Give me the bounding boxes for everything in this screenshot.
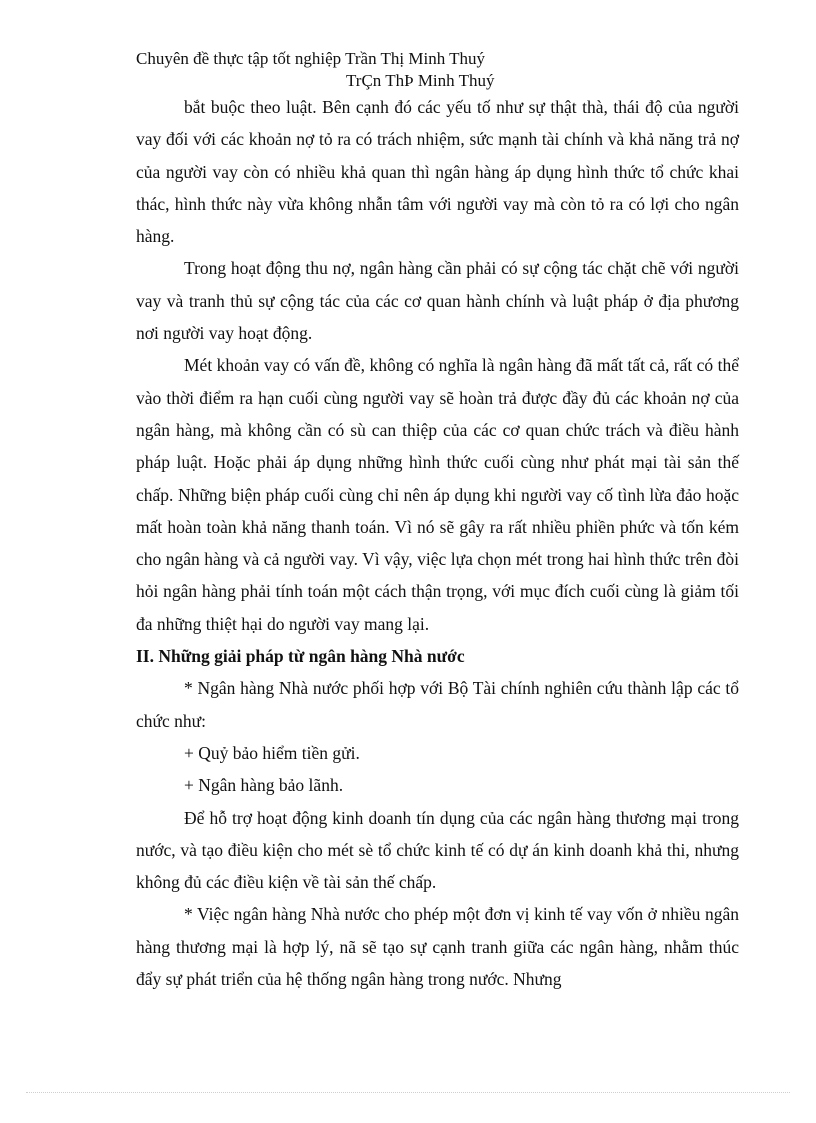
page-divider [26, 1092, 790, 1093]
running-header-author: TrÇn ThÞ Minh Thuý [346, 71, 495, 90]
paragraph-multi-bank-lending: * Việc ngân hàng Nhà nước cho phép một đơn vị kinh tế vay vốn ở nhiều ngân hàng thương mại là hợp lý, nã sẽ tạo sự cạnh tranh giữa các ngân hàng, nhằm thúc đẩy sự phát triển của hệ thống ngân hàng trong nước. Nhưng [136, 904, 739, 990]
paragraph-support: Để hỗ trợ hoạt động kinh doanh tín dụng của các ngân hàng thương mại trong nước, và tạo điều kiện cho mét sè tổ chức kinh tế có dự án kinh doanh khả thi, nhưng không đủ các điều kiện về tài sản thế chấp. [136, 807, 739, 893]
list-item-deposit-insurance: + Quỷ bảo hiểm tiền gửi. [184, 742, 360, 763]
paragraph-debt-collection: Trong hoạt động thu nợ, ngân hàng cần phải có sự cộng tác chặt chẽ với người vay và tranh thủ sự cộng tác của các cơ quan hành chính và luật pháp ở địa phương nơi người vay hoạt động. [136, 258, 739, 344]
paragraph-problem-loan: Mét khoản vay có vấn đề, không có nghĩa là ngân hàng đã mất tất cả, rất có thể vào thời điểm ra hạn cuối cùng người vay sẽ hoàn trả được đầy đủ các khoản nợ của ngân hàng, mà không cần có sù can thiệp của các cơ quan chức trách và điều hành pháp luật. Hoặc phải áp dụng những hình thức cuối cùng như phát mại tài sản thế chấp. Những biện pháp cuối cùng chỉ nên áp dụng khi người vay cố tình lừa đảo hoặc mất hoàn toàn khả năng thanh toán. Vì nó sẽ gây ra rất nhiều phiền phức và tốn kém cho ngân hàng và cả người vay. Vì vậy, việc lựa chọn mét trong hai hình thức trên đòi hỏi ngân hàng phải tính toán một cách thận trọng, với mục đích cuối cùng là giảm tối đa những thiệt hại do người vay mang lại. [136, 355, 739, 634]
body-text [136, 91, 739, 995]
paragraph-state-bank: * Ngân hàng Nhà nước phối hợp với Bộ Tài chính nghiên cứu thành lập các tổ chức như: [136, 678, 739, 731]
list-item-guarantee-bank: + Ngân hàng bảo lãnh. [184, 775, 344, 796]
section-heading: II. Những giải pháp từ ngân hàng Nhà nước [136, 646, 465, 667]
running-header: Chuyên đề thực tập tốt nghiệp Trần Thị Minh Thuý [136, 49, 486, 68]
paragraph-continued: bắt buộc theo luật. Bên cạnh đó các yếu tố như sự thật thà, thái độ của người vay đối với các khoản nợ tỏ ra có trách nhiệm, sức mạnh tài chính và khả năng trả nợ của người vay còn có nhiều khả quan thì ngân hàng áp dụng hình thức tổ chức khai thác, hình thức này vừa không nhẫn tâm với người vay mà còn tỏ ra có lợi cho ngân hàng. [136, 97, 739, 247]
